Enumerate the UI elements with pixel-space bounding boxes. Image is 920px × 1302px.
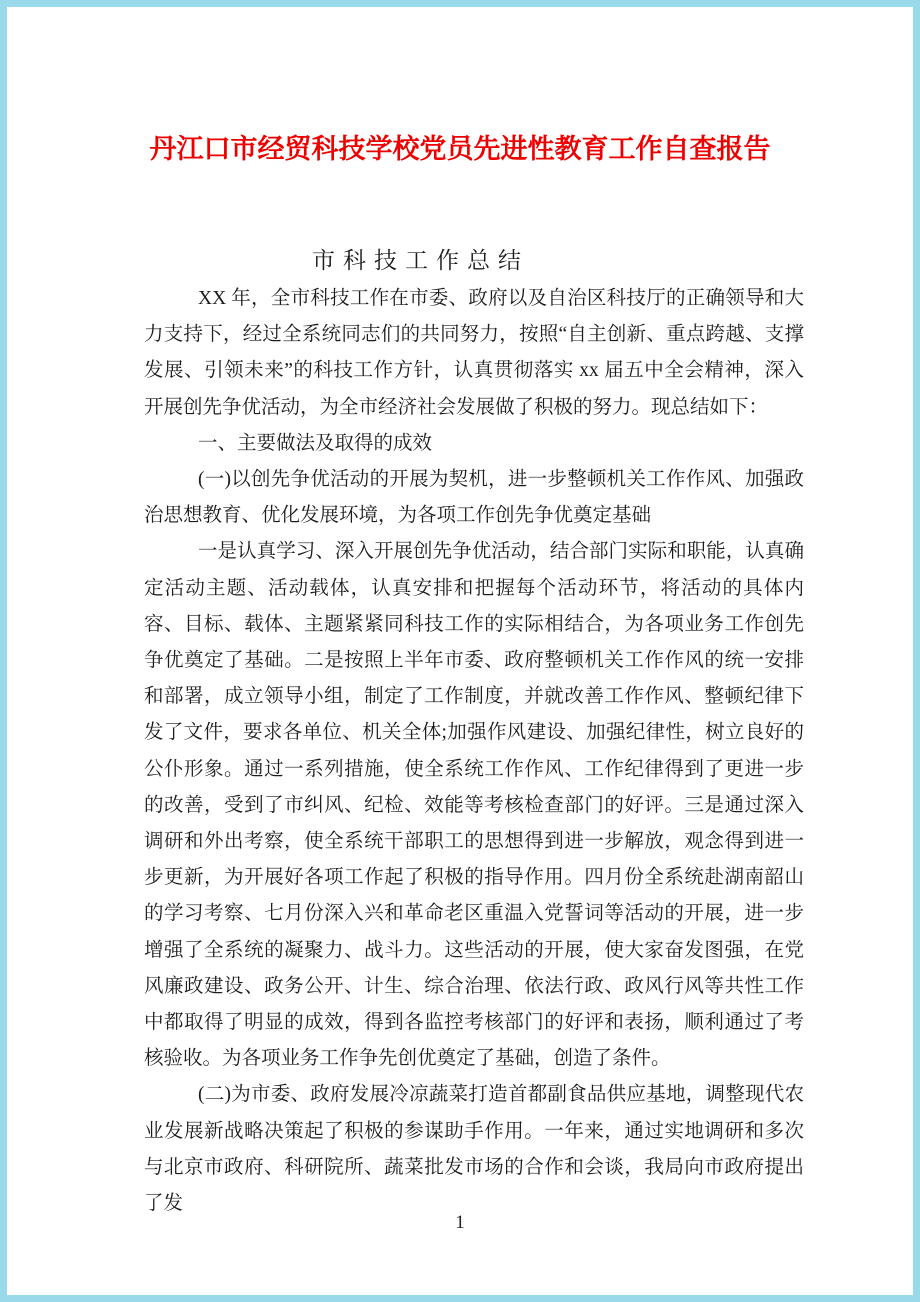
document-title: 丹江口市经贸科技学校党员先进性教育工作自查报告 xyxy=(149,134,771,164)
paragraph-section-heading: 一、主要做法及取得的成效 xyxy=(198,432,433,454)
document-body xyxy=(144,281,804,1222)
page-number: 1 xyxy=(455,1212,465,1233)
paragraph-subsection-1-body: 一是认真学习、深入开展创先争优活动，结合部门实际和职能，认真确定活动主题、活动载体，认真安排和把握每个活动环节，将活动的具体内容、目标、载体、主题紧紧同科技工作的实际相结合，为各项业务工作创先争优奠定了基础。二是按照上半年市委、政府整顿机关工作作风的统一安排和部署，成立领导小组，制定了工作制度，并就改善工作作风、整顿纪律下发了文件，要求各单位、机关全体;加强作风建设、加强纪律性，树立良好的公仆形象。通过一系列措施，使全系统工作作风、工作纪律得到了更进一步的改善，受到了市纠风、纪检、效能等考核检查部门的好评。三是通过深入调研和外出考察，使全系统干部职工的思想得到进一步解放，观念得到进一步更新，为开展好各项工作起了积极的指导作用。四月份全系统赴湖南韶山的学习考察、七月份深入兴和革命老区重温入党誓词等活动的开展，进一步增强了全系统的凝聚力、战斗力。这些活动的开展，使大家奋发图强，在党风廉政建设、政务公开、计生、综合治理、依法行政、政风行风等共性工作中都取得了明显的成效，得到各监控考核部门的好评和表扬，顺利通过了考核验收。为各项业务工作争先创优奠定了基础，创造了条件。 xyxy=(144,541,804,1070)
paragraph-subsection-1-heading: (一)以创先争优活动的开展为契机，进一步整顿机关工作作风、加强政治思想教育、优化发展环境，为各项工作创先争优奠定基础 xyxy=(144,469,804,527)
paragraph-intro: XX 年，全市科技工作在市委、政府以及自治区科技厅的正确领导和大力支持下，经过全系统同志们的共同努力，按照“自主创新、重点跨越、支撑发展、引领未来”的科技工作方针，认真贯彻落实 xx 届五中全会精神，深入开展创先争优活动，为全市经济社会发展做了积极的努力。现总结如下： xyxy=(144,288,804,418)
paragraph-subsection-2-body: (二)为市委、政府发展冷凉蔬菜打造首都副食品供应基地，调整现代农业发展新战略决策起了积极的参谋助手作用。一年来，通过实地调研和多次与北京市政府、科研院所、蔬菜批发市场的合作和会谈，我局向市政府提出了发 xyxy=(144,1084,804,1215)
document-subtitle: 市科技工作总结 xyxy=(312,248,529,273)
